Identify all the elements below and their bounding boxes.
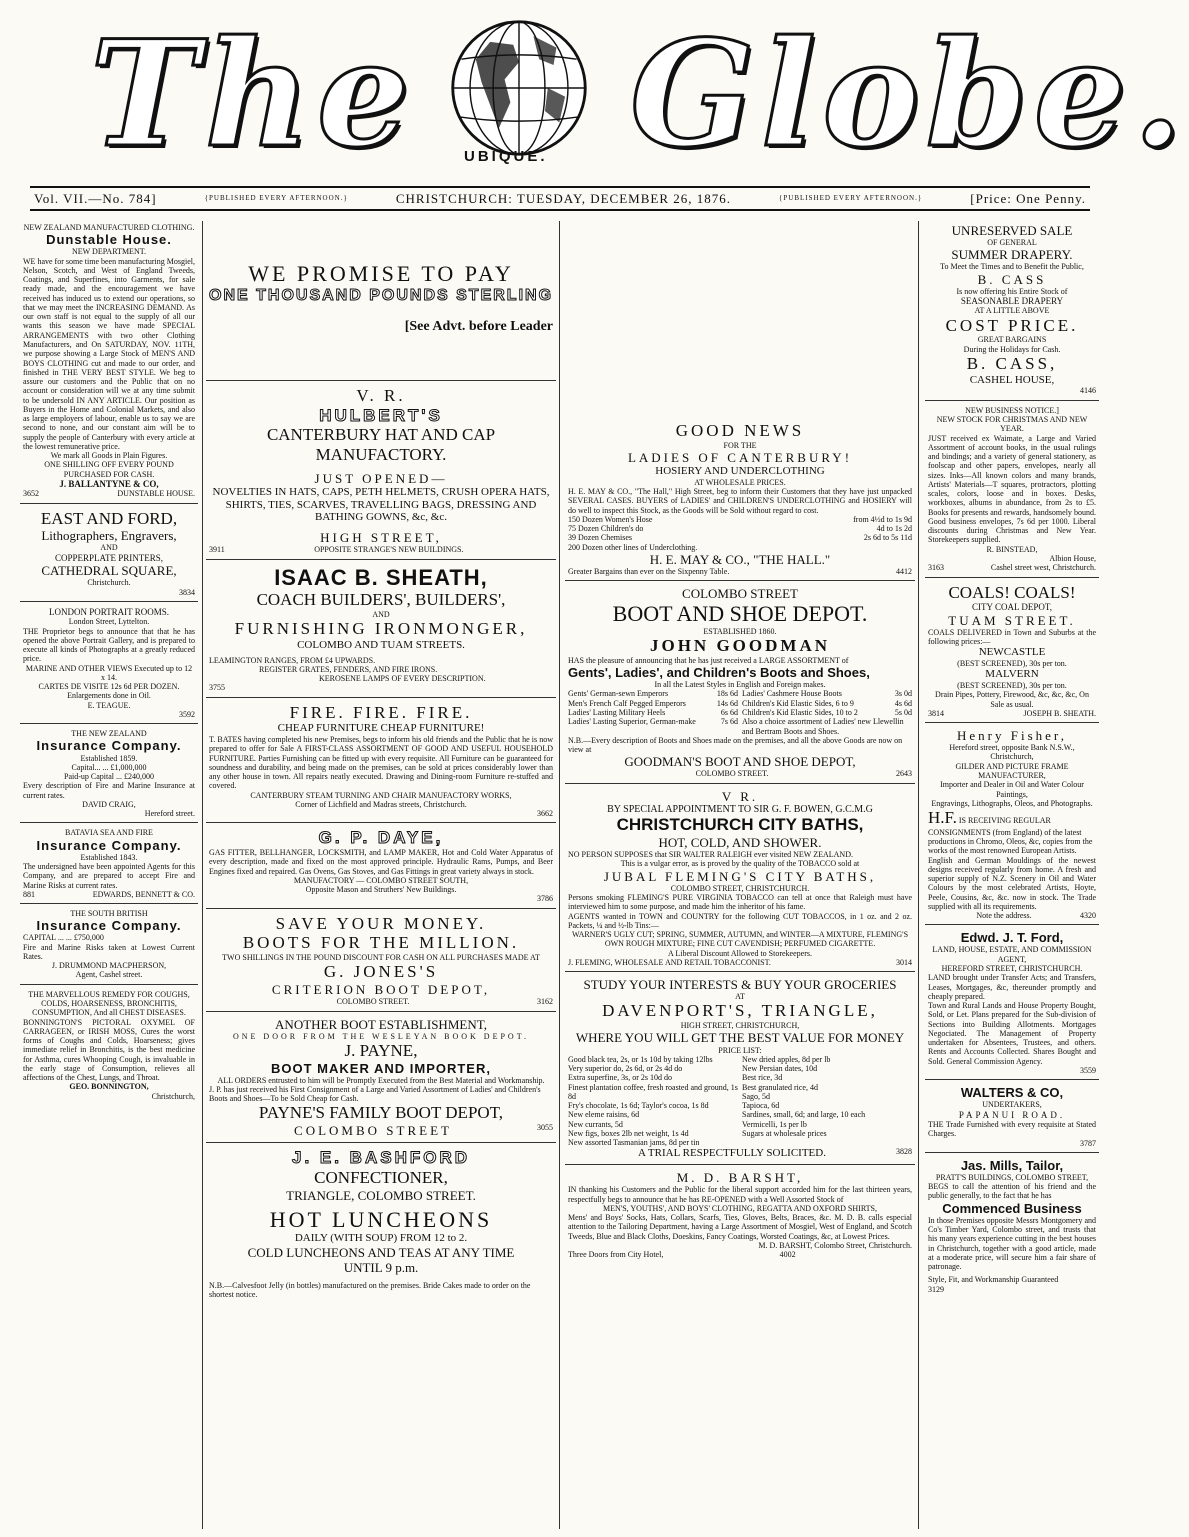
ad-title: THE MARVELLOUS REMEDY FOR COUGHS, COLDS, HOARSENESS, BRONCHITIS, CONSUMPTION, And all CHEST DISEASES. bbox=[28, 989, 190, 1018]
ad-line: AND bbox=[372, 609, 390, 619]
ad-note: N.B.—Every description of Boots and Shoes made on the premises, and all the above Goods are now on view at bbox=[568, 735, 903, 755]
ad-line: COALS! COALS! bbox=[948, 582, 1076, 602]
price-item: 75 Dozen Children's do bbox=[568, 524, 644, 534]
ad-line: This is a vulgar error, as is proved by the quality of the TOBACCO sold at bbox=[620, 859, 860, 869]
ad-line: MEN'S, YOUTHS', AND BOYS' CLOTHING, REGATTA AND OXFORD SHIRTS, bbox=[602, 1203, 878, 1213]
ad-body: Mens' and Boys' Socks, Hats, Collars, Scarfs, Ties, Gloves, Belts, Braces, &c. M. D. B. calls especial attention to the Tailoring Department, having a Large Assortment of Mosgiel, West of England, and Scotch Tweeds, Blue and Black Cloths, Doeskins, Fancy Coatings, Worsted Coatings, &c, at Lowest Prices. bbox=[568, 1213, 912, 1241]
ad-line: NEW STOCK FOR CHRISTMAS AND NEW YEAR. bbox=[936, 414, 1088, 434]
ad-body: T. BATES having completed his new Premises, begs to inform his old friends and the Public that he is now prepared to offer for Sale A FIRST-CLASS ASSORTMENT OF GOOD AND USEFUL HOUSEHOLD FURNITURE. Parties Furnishing can be fitted up with every requisite. All Furniture can be guaranteed for soundness and durability, and being made on the premises, can be sold at prices considerably lower than any other house in town. All repairs neatly executed. Drawing and Dining-room Furniture re-stuffed and covered. bbox=[209, 735, 553, 791]
ad-number: 3652 bbox=[23, 489, 39, 499]
ad-mills-tailor bbox=[925, 1156, 1099, 1298]
ad-line: To Meet the Times and to Benefit the Public, bbox=[940, 262, 1084, 272]
ad-item: REGISTER GRATES, FENDERS, AND FIRE IRONS. bbox=[259, 664, 438, 674]
ad-cass-drapery bbox=[925, 221, 1099, 401]
price-item: New currants, 5d bbox=[568, 1119, 623, 1129]
ad-number: 2643 bbox=[896, 769, 912, 779]
ad-body: HAS the pleasure of announcing that he has just received a LARGE ASSORTMENT of bbox=[568, 655, 849, 665]
ad-number: 3834 bbox=[179, 587, 195, 597]
ad-line: In all the Latest Styles in English and Foreign makes. bbox=[654, 680, 826, 690]
price-item: New eleme raisins, 6d bbox=[568, 1110, 640, 1120]
ad-line: Engravings, Lithographs, Oleos, and Photographs. bbox=[931, 798, 1093, 808]
ad-body: ALL ORDERS entrusted to him will be Promptly Executed from the Best Material and Workmanship. bbox=[217, 1075, 545, 1085]
price-item: 150 Dozen Women's Hose bbox=[568, 514, 653, 524]
ad-line: CATHEDRAL SQUARE, bbox=[41, 563, 177, 579]
ad-line: FOR THE bbox=[723, 440, 757, 450]
ad-line: ESTABLISHED 1860. bbox=[703, 626, 777, 636]
ad-line: MARINE AND OTHER VIEWS Executed up to 12 x 14. bbox=[25, 663, 193, 682]
ad-line: AT WHOLESALE PRICES. bbox=[694, 477, 786, 487]
ad-address: COLOMBO STREET bbox=[294, 1123, 452, 1139]
ad-body: Persons smoking FLEMING'S PURE VIRGINIA TOBACCO can tell at once that Raleigh must have interviewed him to some purpose, and made him the inheritor of his fame. bbox=[568, 893, 912, 912]
ad-line: NO PERSON SUPPOSES that SIR WALTER RALEIGH ever visited NEW ZEALAND. bbox=[568, 850, 853, 860]
price-item: Fry's chocolate, 1s 6d; Taylor's cocoa, 1s 8d bbox=[568, 1101, 709, 1111]
ad-number: 3911 bbox=[209, 545, 225, 555]
ad-ford-land-agent bbox=[925, 928, 1099, 1080]
ad-body: IS RECEIVING REGULAR CONSIGNMENTS (from England) of the latest productions in Chromo, Oleos, &c, copies from the works of the most renowned European Artists. bbox=[928, 816, 1093, 856]
ad-line: OF GENERAL bbox=[987, 238, 1037, 248]
ad-line: HOT LUNCHEONS bbox=[269, 1206, 493, 1232]
ad-title: BOOT AND SHOE DEPOT. bbox=[612, 601, 868, 627]
ad-line: SUMMER DRAPERY. bbox=[951, 247, 1073, 263]
ad-address: TRIANGLE, COLOMBO STREET. bbox=[286, 1187, 476, 1203]
ad-address: CASHEL HOUSE, bbox=[969, 373, 1055, 386]
ad-line: DAILY (WITH SOUP) FROM 12 to 2. bbox=[294, 1232, 468, 1245]
price-item: Sugars at wholesale prices bbox=[742, 1128, 827, 1138]
ad-offer: ONE SHILLING OFF EVERY POUND PURCHASED FOR CASH. bbox=[44, 460, 174, 479]
ad-south-british-insurance bbox=[20, 907, 198, 985]
ad-number: 3787 bbox=[1080, 1138, 1096, 1148]
ad-name: G. JONES'S bbox=[323, 962, 439, 982]
ad-name: Jas. Mills, Tailor, bbox=[960, 1157, 1064, 1173]
ad-body: BONNINGTON'S PICTORAL OXYMEL OF CARRAGEEN, or IRISH MOSS, Cures the worst forms of Coughs and Colds, Hoarseness; gives immediate relief in Bronchitis, is the best medicine for Asthma, cures Whooping Cough, is invaluable in the early stage of Consumption, relieves all affections of the Chest, Lungs, and Throat. bbox=[23, 1017, 195, 1083]
ad-line: COLD LUNCHEONS AND TEAS AT ANY TIME bbox=[247, 1245, 515, 1261]
ad-line: A Liberal Discount Allowed to Storekeepers. bbox=[668, 948, 812, 958]
price-item: Sago, 5d bbox=[742, 1091, 770, 1101]
ad-address: DUNSTABLE HOUSE. bbox=[117, 489, 195, 499]
column-4 bbox=[922, 221, 1099, 1529]
ad-line: Drain Pipes, Pottery, Firewood, &c, &c, &c, On Sale as usual. bbox=[935, 690, 1089, 709]
ad-line: CARTES DE VISITE 12s 6d PER DOZEN. bbox=[38, 682, 180, 692]
ad-henry-fisher bbox=[925, 726, 1099, 925]
ad-note: Note the address. bbox=[976, 911, 1032, 921]
ad-line: COPPERPLATE PRINTERS, bbox=[54, 552, 164, 563]
price-value: 18s 6d bbox=[716, 689, 738, 699]
price-row bbox=[568, 533, 912, 542]
ad-name: JOHN GOODMAN bbox=[649, 636, 831, 656]
price-item: Finest plantation coffee, fresh roasted and ground, 1s 8d bbox=[568, 1082, 738, 1101]
ad-line: UNRESERVED SALE bbox=[951, 223, 1073, 238]
ad-title: Insurance Company. bbox=[36, 738, 182, 754]
ad-body: AGENTS wanted in TOWN and COUNTRY for the following CUT TOBACCOS, in 1 oz. and 2 oz. Packets, ¼ and ½-lb Tins:— bbox=[568, 911, 912, 930]
ad-line: HOSIERY AND UNDERCLOTHING bbox=[655, 465, 825, 478]
ad-promise-to-pay bbox=[206, 221, 556, 381]
ad-line: COACH BUILDERS', BUILDERS', bbox=[256, 590, 506, 610]
ad-initials: H.F. bbox=[928, 808, 957, 828]
ad-line: ONE THOUSAND POUNDS STERLING bbox=[209, 286, 554, 304]
masthead-title-right: Globe. bbox=[630, 9, 1189, 180]
ad-line: AT bbox=[735, 992, 745, 1002]
ad-address: PAPANUI ROAD. bbox=[958, 1109, 1066, 1120]
price-item: New figs, boxes 2lb net weight, 1s 4d bbox=[568, 1128, 689, 1138]
ad-address: Agent, Cashel street. bbox=[75, 970, 143, 980]
ad-subtitle: CHEAP FURNITURE CHEAP FURNITURE! bbox=[277, 722, 485, 735]
ad-body: GAS FITTER, BELLHANGER, LOCKSMITH, and LAMP MAKER, Hot and Cold Water Apparatus of every description, made and fixed on the most approved principle. Hydraulic Rams, Pumps, and Beer Engines fixed and repaired. Gas Ovens, Gas Stoves, and Gas Fittings in great variety always in stock. bbox=[209, 848, 553, 876]
ad-line: Established 1843. bbox=[80, 852, 138, 862]
dateline bbox=[30, 186, 1090, 211]
ad-address: OPPOSITE STRANGE'S NEW BUILDINGS. bbox=[314, 545, 464, 555]
ad-line: AND bbox=[100, 543, 118, 553]
price-value: 6s 6d bbox=[720, 708, 738, 717]
column-3 bbox=[562, 221, 919, 1529]
ad-line: ANOTHER BOOT ESTABLISHMENT, bbox=[275, 1016, 487, 1032]
ad-address: COLOMBO STREET, CHRISTCHURCH. bbox=[670, 883, 810, 893]
price-row bbox=[568, 515, 912, 524]
ad-body: English and German Mouldings of the newest designs received regularly from home. A fresh and superior supply of N.Z. Scenery in Oil and Water Colours by the most celebrated Artists, Hoyte, Peele, Cousins, &c, &c. now in stock. The Trade supplied with all its requirements. bbox=[928, 855, 1096, 911]
ad-line: Gents', Ladies', and Children's Boots and Shoes, bbox=[568, 665, 870, 681]
ad-number: 881 bbox=[23, 889, 35, 899]
ad-line: CANTERBURY STEAM TURNING AND CHAIR MANUFACTORY WORKS, bbox=[250, 790, 512, 800]
ad-line: Established 1859. bbox=[80, 753, 138, 763]
ad-name: JUBAL FLEMING'S CITY BATHS, bbox=[603, 868, 877, 884]
price-item: Ladies' Cashmere House Boots bbox=[742, 689, 842, 699]
ad-name: J. PAYNE, bbox=[344, 1040, 418, 1060]
ad-number: 3055 bbox=[536, 1123, 553, 1133]
ad-line: UNDERTAKERS, bbox=[982, 1100, 1042, 1110]
ad-kicker: THE SOUTH BRITISH bbox=[70, 909, 148, 919]
masthead-motto: UBIQUE. bbox=[464, 148, 548, 165]
ad-body: IN thanking his Customers and the Public for the liberal support accorded him for the last thirteen years, respectfully begs to announce that he has RE-OPENED with a Well Assorted Stock of bbox=[568, 1185, 912, 1204]
place-date: CHRISTCHURCH: TUESDAY, DECEMBER 26, 1876. bbox=[395, 190, 731, 206]
price-item: Sardines, small, 6d; and large, 10 each bbox=[742, 1110, 866, 1120]
ad-number: 3786 bbox=[537, 894, 553, 904]
price-item: Tapioca, 6d bbox=[742, 1101, 780, 1111]
ad-title: M. D. BARSHT, bbox=[676, 1170, 804, 1186]
ad-body: J. P. has just received his First Consignment of a Large and Varied Assortment of Ladies' and Children's Boots and Shoes—To be Sold Cheap for Cash. bbox=[209, 1084, 541, 1104]
ad-number: 3129 bbox=[928, 1284, 944, 1294]
price: [Price: One Penny. bbox=[970, 190, 1086, 206]
price-item: Children's Kid Elastic Sides, 6 to 9 bbox=[742, 698, 854, 708]
ad-line: FURNISHING IRONMONGER, bbox=[234, 619, 528, 639]
ad-body: In those Premises opposite Messrs Montgomery and Co's Timber Yard, Colombo street, and trusts that his many years experience cutting in the best houses in Christchurch, together with a good article, made at a moderate price, will secure him a fair share of patronage. bbox=[928, 1215, 1096, 1272]
ad-body: THE Proprietor begs to announce that that he has opened the above Portrait Gallery, and is prepared to execute all kinds of Photographs at a greatly reduced price. bbox=[23, 626, 195, 664]
ad-name: GEO. BONNINGTON, bbox=[69, 1082, 149, 1092]
ad-name: JOSEPH B. SHEATH. bbox=[1023, 708, 1096, 718]
ad-batavia-insurance bbox=[20, 826, 198, 904]
price-item: Children's Kid Elastic Sides, 10 to 2 bbox=[742, 708, 858, 717]
ad-binstead-stationery bbox=[925, 404, 1099, 578]
ad-name: WALTERS & CO, bbox=[960, 1085, 1064, 1101]
ad-line: BOOT MAKER AND IMPORTER, bbox=[271, 1060, 491, 1076]
price-item: Vermicelli, 1s per lb bbox=[742, 1119, 807, 1129]
ad-line: Christchurch. bbox=[87, 578, 131, 588]
price-item: Ladies' Lasting Military Heels bbox=[568, 708, 666, 717]
ad-address: COLOMBO STREET. bbox=[336, 997, 410, 1007]
ad-firm: H. E. MAY & CO., "THE HALL." bbox=[649, 551, 831, 567]
ad-agent: J. DRUMMOND MACPHERSON, bbox=[51, 961, 167, 971]
price-row bbox=[568, 543, 912, 552]
ad-jones-boots bbox=[206, 912, 556, 1012]
ad-line: LAND, HOUSE, ESTATE, AND COMMISSION AGENT, bbox=[932, 945, 1092, 964]
ad-line: CAPITAL ... ... £750,000 bbox=[23, 933, 104, 943]
ad-title: Insurance Company. bbox=[36, 918, 182, 934]
ad-line: (BEST SCREENED), 30s per ton. bbox=[957, 681, 1067, 691]
ad-address: Hereford street. bbox=[144, 809, 195, 819]
ad-line: Commenced Business bbox=[942, 1200, 1082, 1216]
ad-body: THE Trade Furnished with every requisite at Stated Charges. bbox=[928, 1119, 1096, 1139]
ad-address: Albion House, bbox=[1049, 553, 1096, 563]
ad-title: LONDON PORTRAIT ROOMS. bbox=[48, 606, 170, 617]
ad-number: 4146 bbox=[1080, 386, 1096, 396]
ad-line: Paid-up Capital ... £240,000 bbox=[64, 772, 154, 782]
ad-title: J. E. BASHFORD bbox=[291, 1148, 471, 1168]
ad-kicker: BATAVIA SEA AND FIRE bbox=[65, 828, 153, 838]
ad-line: PRICE LIST: bbox=[718, 1045, 762, 1055]
ad-address: Three Doors from City Hotel, bbox=[568, 1250, 664, 1260]
ad-body: NOVELTIES IN HATS, CAPS, PETH HELMETS, CRUSH OPERA HATS, SHIRTS, TIES, SCARVES, TRAVELLING BAGS, DRESSING AND BATHING GOWNS, &c, &c. bbox=[212, 485, 550, 524]
ad-line: COST PRICE. bbox=[945, 315, 1079, 335]
ad-fleming-baths bbox=[565, 787, 915, 972]
price-item: 200 Dozen other lines of Underclothing. bbox=[568, 542, 698, 552]
ad-body: The undersigned have been appointed Agents for this Company, and are prepared to accept Fire and Marine Risks at current rates. bbox=[23, 861, 195, 890]
ad-line: GILDER AND PICTURE FRAME MANUFACTURER, bbox=[955, 761, 1069, 780]
price-item: Good black tea, 2s, or 1s 10d by taking 12lbs bbox=[568, 1054, 713, 1064]
price-item: Ladies' Lasting Superior, German-make bbox=[568, 717, 696, 727]
price-item: New assorted Tasmanian jams, 8d per tin bbox=[568, 1138, 700, 1148]
ad-body: BEGS to call the attention of his friend and the public generally, to the fact that he has bbox=[928, 1182, 1096, 1201]
masthead-title-left: The bbox=[90, 9, 416, 180]
price-item: Extra superfine, 3s, or 2s 10d do bbox=[568, 1073, 672, 1083]
ad-line: AT A LITTLE ABOVE bbox=[974, 306, 1050, 316]
price-value: 3s 0d bbox=[894, 689, 912, 699]
ad-portrait-rooms bbox=[20, 605, 198, 724]
ad-body: WE have for some time been manufacturing Mosgiel, Nelson, Scotch, and West of England Tweeds, Coatings, and Superfines, into Garments, for sale ready made, and the encouragement we have received has induced us to extend our operations, so that we may meet the INCREASING DEMAND. As our own staff is not equal to the supply of all our wants this season we have made SPECIAL ARRANGEMENTS with two other Clothing Manufacturers, and On SATURDAY, NOV. 11TH, we purpose showing a Large Stock of MEN'S AND BOYS CLOTHING cut and made to our order, and finished in THE VERY BEST STYLE. We beg to assure our customers and the Public that on no account or consideration will we at any time submit to be undersold IN ANY ARTICLE. Our position as Buyers in the Home and Colonial Markets, and also as large employers of labour, enable us to say we are second to none, and our constant aim will be to supply the people of Canterbury with every article at the lowest remunerative price. bbox=[23, 256, 195, 451]
ad-line: CONFECTIONER, bbox=[314, 1167, 448, 1187]
ad-line: BY SPECIAL APPOINTMENT TO SIR G. F. BOWEN, G.C.M.G bbox=[607, 803, 873, 815]
ad-name: DAVENPORT'S, TRIANGLE, bbox=[602, 1001, 878, 1021]
ad-sign: M. D. BARSHT, Colombo Street, Christchurch. bbox=[758, 1240, 912, 1250]
ad-hulbert-hats bbox=[206, 384, 556, 560]
published-note-right: {PUBLISHED EVERY AFTERNOON.} bbox=[779, 194, 923, 202]
price-value: 5s 0d bbox=[894, 708, 912, 717]
ad-number: 3163 bbox=[928, 563, 944, 573]
ad-name: R. BINSTEAD, bbox=[986, 544, 1038, 554]
ad-line: UNTIL 9 p.m. bbox=[343, 1260, 419, 1276]
ad-address: COLOMBO STREET. bbox=[695, 769, 769, 779]
ad-agent: EDWARDS, BENNETT & CO. bbox=[92, 889, 195, 899]
ad-number: 4002 bbox=[779, 1250, 796, 1260]
ad-bates-furniture bbox=[206, 701, 556, 824]
ad-address: Corner of Lichfield and Madras streets, Christchurch. bbox=[295, 799, 467, 809]
ad-line: COLOMBO STREET bbox=[682, 586, 798, 602]
ad-title: CHRISTCHURCH CITY BATHS, bbox=[616, 815, 864, 835]
ad-vr: V. R. bbox=[356, 386, 406, 405]
ad-address: Hereford street, opposite Bank N.S.W., Christchurch, bbox=[949, 743, 1075, 762]
ad-body: Every description of Fire and Marine Insurance at current rates. bbox=[23, 781, 195, 800]
ad-bashford-confectioner bbox=[206, 1146, 556, 1303]
ad-line: Capital... ... £1,000,000 bbox=[71, 762, 147, 772]
ad-sign: J. FLEMING, WHOLESALE AND RETAIL TOBACCONIST. bbox=[568, 957, 771, 967]
ad-goodman-boots bbox=[565, 584, 915, 783]
price-item: Very superior do, 2s 6d, or 2s 4d do bbox=[568, 1064, 683, 1074]
ad-subtitle: HOT, COLD, AND SHOWER. bbox=[658, 835, 822, 851]
masthead bbox=[0, 0, 1189, 200]
price-item: New dried apples, 8d per lb bbox=[742, 1054, 831, 1064]
ad-number: 3014 bbox=[896, 957, 912, 967]
ad-line: (BEST SCREENED), 30s per ton. bbox=[957, 659, 1067, 669]
ad-davenport-grocer bbox=[565, 975, 915, 1165]
ad-title: ISAAC B. SHEATH, bbox=[274, 564, 488, 590]
ad-subtitle: NEW DEPARTMENT. bbox=[71, 247, 147, 257]
ad-subtitle: London Street, Lyttelton. bbox=[68, 617, 150, 627]
ad-line: Enlargements done in Oil. bbox=[67, 691, 151, 701]
ad-name: Edwd. J. T. Ford, bbox=[960, 930, 1064, 946]
ad-line: PAYNE'S FAMILY BOOT DEPOT, bbox=[258, 1103, 504, 1123]
ad-number: 4412 bbox=[896, 567, 912, 577]
ad-line: CITY COAL DEPOT, bbox=[972, 602, 1052, 613]
ad-line: Is now offering his Entire Stock of bbox=[956, 286, 1068, 296]
ad-line: TUAM STREET. bbox=[948, 612, 1076, 628]
ad-number: 3559 bbox=[1080, 1065, 1096, 1075]
ad-firm: J. BALLANTYNE & CO, bbox=[59, 478, 159, 489]
globe-icon bbox=[447, 16, 591, 160]
price-value: 4s 6d bbox=[894, 698, 912, 708]
ad-name: B. CASS bbox=[977, 271, 1047, 287]
ad-east-and-ford bbox=[20, 507, 198, 602]
price-value: 2s 6d to 5s 11d bbox=[863, 533, 912, 543]
ad-dunstable-house bbox=[20, 221, 198, 504]
ad-line: Importer and Dealer in Oil and Water Colour Paintings, bbox=[940, 780, 1084, 799]
ad-line: HIGH STREET, bbox=[320, 530, 442, 546]
ad-notice: NEW BUSINESS NOTICE.] bbox=[965, 405, 1059, 415]
ad-line: SEASONABLE DRAPERY bbox=[960, 296, 1064, 307]
ad-address: PRATT'S BUILDINGS, COLOMBO STREET, bbox=[935, 1172, 1089, 1182]
ad-line: MANUFACTORY — COLOMBO STREET SOUTH, bbox=[293, 875, 469, 885]
ad-line: NEWCASTLE bbox=[978, 646, 1046, 659]
price-item: Men's French Calf Pegged Emperors bbox=[568, 698, 686, 708]
ad-kicker: NEW ZEALAND MANUFACTURED CLOTHING. bbox=[23, 223, 195, 232]
published-note-left: {PUBLISHED EVERY AFTERNOON.} bbox=[204, 194, 348, 202]
ad-address: Christchurch, bbox=[151, 1091, 195, 1101]
volume-number: Vol. VII.—No. 784] bbox=[34, 190, 157, 206]
ad-name: E. TEAGUE. bbox=[87, 700, 131, 710]
ad-body: Town and Rural Lands and House Property Bought, Sold, or Let. Plans prepared for the Sub-division of Sections into Building Allotments. Mortgages Negociated. The Management of Property undertaken for Absentees, Trustees, and others. Rents and Accounts Collected. Shares Bought and Sold. General Commission Agency. bbox=[928, 1001, 1096, 1066]
ad-body: JUST received ex Waimate, a Large and Varied Assortment of account books, in the usual rulings and bindings; and a variety of general stationery, as foolscap and other papers, envelopes, nearly all sizes. Inks—All known colors and many brands, Artists' Materials—T squares, protractors, plotting scales, colors, loose and in boxes. Desks, workboxes, albums in abundance, from 2s to £5. Books for presents and rewards, handsomely bound. Good business envelopes, 7s 6d per 1000. Liberal discounts during Christmas and New Year. Storekeepers supplied. bbox=[928, 433, 1096, 545]
ad-agent: DAVID CRAIG, bbox=[82, 799, 136, 809]
ad-body: H. E. MAY & CO., "The Hall," High Street, beg to inform their Customers that they have just unpacked SEVERAL CASES. BUYERS of LADIES' and CHILDREN'S UNDERCLOTHING and HOSIERY will do well to inspect this Stock, as the Goods will be Sold without regard to cost. bbox=[568, 487, 912, 515]
price-item: Also a choice assortment of Ladies' new Llewellin and Bertram Boots and Shoes. bbox=[742, 717, 904, 736]
ad-line: JUST OPENED— bbox=[314, 470, 448, 486]
column-1 bbox=[20, 221, 198, 1529]
ad-line: COLOMBO AND TUAM STREETS. bbox=[297, 638, 465, 651]
ad-item: KEROSENE LAMPS OF EVERY DESCRIPTION. bbox=[319, 674, 486, 684]
ad-line: LADIES OF CANTERBURY! bbox=[627, 449, 853, 465]
ad-body: LAND brought under Transfer Acts; and Transfers, Leases, Mortgages, &c, thereunder promptly and cheaply prepared. bbox=[928, 973, 1096, 1001]
price-item: New Persian dates, 10d bbox=[742, 1064, 818, 1074]
price-value: 14s 6d bbox=[716, 698, 738, 708]
ad-address: Cashel street west, Christchurch. bbox=[990, 563, 1096, 573]
ad-barsht-clothing bbox=[565, 1168, 915, 1263]
ad-city-coal-depot bbox=[925, 581, 1099, 724]
ad-kicker: THE NEW ZEALAND bbox=[71, 729, 147, 739]
ad-line: CRITERION BOOT DEPOT, bbox=[271, 982, 491, 998]
ad-line: During the Holidays for Cash. bbox=[963, 344, 1061, 354]
ad-line: MALVERN bbox=[985, 668, 1039, 681]
price-value: 7s 6d bbox=[720, 717, 738, 727]
ad-number: 3814 bbox=[928, 708, 944, 718]
price-value: 4d to 1s 2d bbox=[876, 524, 912, 534]
ad-vr: V R. bbox=[721, 788, 759, 804]
ad-number: 3755 bbox=[209, 683, 225, 693]
price-item: Best rice, 3d bbox=[742, 1073, 783, 1083]
ad-line: WE PROMISE TO PAY bbox=[248, 261, 514, 286]
ad-title: HULBERT'S bbox=[319, 405, 443, 425]
ad-line: [See Advt. before Leader bbox=[404, 319, 553, 335]
ad-title: FIRE. FIRE. FIRE. bbox=[289, 702, 473, 722]
ad-isaac-sheath bbox=[206, 563, 556, 698]
column-2 bbox=[202, 221, 560, 1529]
ad-number: 4320 bbox=[1079, 911, 1096, 921]
ad-name: B. CASS, bbox=[966, 353, 1058, 373]
ad-title: G. P. DAYE, bbox=[318, 828, 444, 848]
ad-body: TWO SHILLINGS IN THE POUND DISCOUNT FOR CASH ON ALL PURCHASES MADE AT bbox=[222, 953, 540, 963]
ad-address: HIGH STREET, CHRISTCHURCH, bbox=[680, 1021, 800, 1031]
ad-note: N.B.—Calvesfoot Jelly (in bottles) manufactured on the premises. Bride Cakes made to order on the shortest notice. bbox=[209, 1281, 531, 1300]
price-item: Best granulated rice, 4d bbox=[742, 1082, 818, 1092]
price-item: 39 Dozen Chemises bbox=[568, 533, 632, 543]
ad-line: GREAT BARGAINS bbox=[977, 335, 1047, 345]
ad-item: LEAMINGTON RANGES, FROM £4 UPWARDS. bbox=[209, 655, 376, 665]
ad-line: Style, Fit, and Workmanship Guaranteed bbox=[928, 1275, 1059, 1285]
ad-number: 3662 bbox=[537, 809, 553, 819]
ad-address: Opposite Mason and Struthers' New Buildings. bbox=[305, 885, 457, 895]
ad-line: BOOTS FOR THE MILLION. bbox=[242, 933, 520, 953]
ad-note: Greater Bargains than ever on the Sixpenny Table. bbox=[568, 567, 730, 577]
price-row bbox=[568, 524, 912, 533]
price-value: from 4½d to 1s 9d bbox=[853, 514, 912, 524]
ad-subtitle: CANTERBURY HAT AND CAP MANUFACTORY. bbox=[266, 425, 496, 465]
ad-body: WARNER'S UGLY CUT; SPRING, SUMMER, AUTUMN, and WINTER—A MIXTURE, FLEMING'S OWN ROUGH MIXTURE; FINE CUT CAVENDISH; PERFUMED CIGARETTE. bbox=[571, 930, 909, 949]
ad-address: HEREFORD STREET, CHRISTCHURCH. bbox=[941, 964, 1083, 974]
ad-bonnington-remedy bbox=[20, 988, 198, 1105]
ad-line: A TRIAL RESPECTFULLY SOLICITED. bbox=[638, 1147, 826, 1160]
ad-body: Fire and Marine Risks taken at Lowest Current Rates. bbox=[23, 942, 195, 961]
ad-line: SAVE YOUR MONEY. bbox=[275, 913, 487, 933]
ad-line: ONE DOOR FROM THE WESLEYAN BOOK DEPOT. bbox=[232, 1031, 529, 1041]
ad-line: GOODMAN'S BOOT AND SHOE DEPOT, bbox=[624, 754, 856, 770]
ad-line: Lithographers, Engravers, bbox=[41, 528, 177, 544]
ad-line: STUDY YOUR INTERESTS & BUY YOUR GROCERIES bbox=[583, 977, 897, 993]
ad-body: COALS DELIVERED in Town and Suburbs at the following prices:— bbox=[928, 627, 1096, 646]
price-item: Gents' German-sewn Emperors bbox=[568, 689, 669, 699]
ad-payne-boots bbox=[206, 1015, 556, 1144]
ad-walters-undertakers bbox=[925, 1083, 1099, 1153]
ad-title: Insurance Company. bbox=[36, 837, 182, 853]
ad-number: 3592 bbox=[179, 709, 195, 719]
ad-line: WHERE YOU WILL GET THE BEST VALUE FOR MONEY bbox=[575, 1030, 905, 1046]
ad-line: GOOD NEWS bbox=[675, 421, 805, 440]
ad-note: We mark all Goods in Plain Figures. bbox=[50, 451, 168, 461]
ad-number: 3828 bbox=[895, 1147, 912, 1157]
ad-title: EAST AND FORD, bbox=[40, 508, 178, 528]
ad-may-hosiery bbox=[565, 221, 915, 581]
ad-title: Dunstable House. bbox=[46, 232, 172, 248]
ad-gp-daye bbox=[206, 826, 556, 908]
ad-nz-insurance bbox=[20, 727, 198, 823]
ad-number: 3162 bbox=[537, 997, 553, 1007]
ad-name: Henry Fisher, bbox=[957, 728, 1067, 744]
